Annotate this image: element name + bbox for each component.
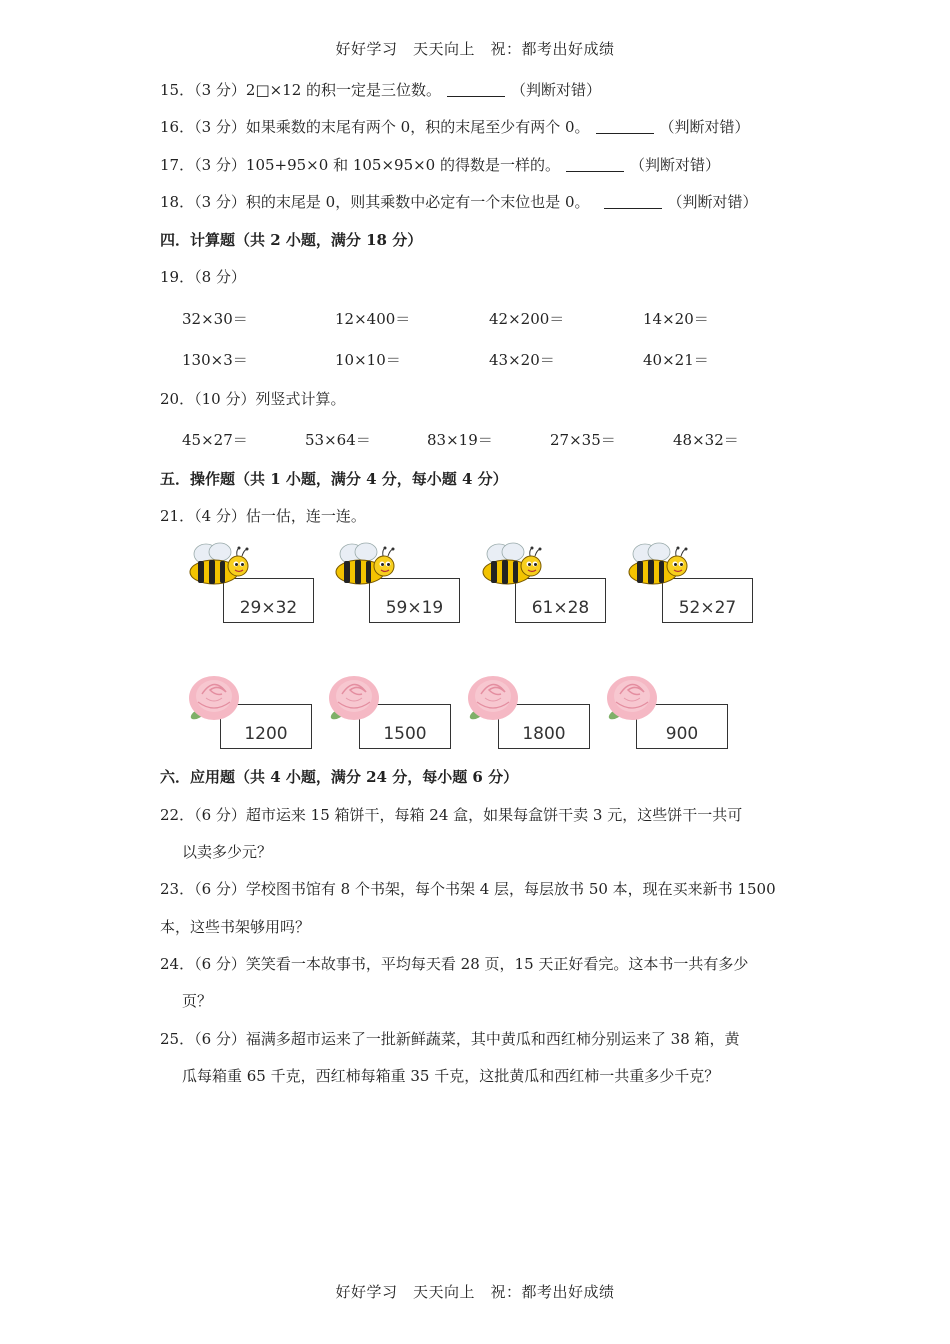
question-24-line-2: 页？ [182, 992, 213, 1010]
page-header: 好好学习 天天向上 祝：都考出好成绩 [335, 40, 615, 58]
answer-blank-17[interactable] [566, 157, 624, 172]
bee-box-3[interactable]: 61×28 [515, 578, 606, 623]
calc-19-4: 14×20＝ [643, 310, 709, 328]
question-20-label: 20．（10 分）列竖式计算。 [160, 390, 346, 408]
question-15-tail: （判断对错） [511, 81, 602, 99]
rose-box-2[interactable]: 1500 [359, 704, 451, 749]
question-17-tail: （判断对错） [630, 156, 721, 174]
section-6-title: 六．应用题（共 4 小题，满分 24 分，每小题 6 分） [160, 768, 519, 786]
calc-20-3: 83×19＝ [427, 431, 493, 449]
question-23-line-1: 23．（6 分）学校图书馆有 8 个书架，每个书架 4 层，每层放书 50 本，现在买来新书 1500 [160, 880, 776, 898]
question-18-tail: （判断对错） [667, 193, 758, 211]
question-16 [160, 117, 750, 137]
question-24-line-1: 24．（6 分）笑笑看一本故事书，平均每天看 28 页，15 天正好看完。这本书一共有多少 [160, 955, 749, 973]
question-25-line-2: 瓜每箱重 65 千克，西红柿每箱重 35 千克，这批黄瓜和西红柿一共重多少千克？ [182, 1067, 720, 1085]
calc-19-6: 10×10＝ [335, 351, 401, 369]
calc-19-1: 32×30＝ [182, 310, 248, 328]
calc-19-3: 42×200＝ [489, 310, 565, 328]
question-22-line-2: 以卖多少元？ [182, 843, 273, 861]
rose-box-3[interactable]: 1800 [498, 704, 590, 749]
calc-20-4: 27×35＝ [550, 431, 616, 449]
answer-blank-18[interactable] [604, 194, 662, 209]
bee-icon [477, 540, 543, 586]
calc-19-2: 12×400＝ [335, 310, 411, 328]
calc-19-5: 130×3＝ [182, 351, 248, 369]
rose-icon [465, 668, 521, 720]
bee-icon [184, 540, 250, 586]
calc-19-8: 40×21＝ [643, 351, 709, 369]
calc-20-5: 48×32＝ [673, 431, 739, 449]
page-footer: 好好学习 天天向上 祝：都考出好成绩 [335, 1283, 615, 1301]
rose-box-1[interactable]: 1200 [220, 704, 312, 749]
question-18-text: 18．（3 分）积的末尾是 0，则其乘数中必定有一个末位也是 0。 [160, 193, 590, 211]
bee-icon [623, 540, 689, 586]
question-16-text: 16．（3 分）如果乘数的末尾有两个 0，积的末尾至少有两个 0。 [160, 118, 590, 136]
answer-blank-16[interactable] [596, 119, 654, 134]
bee-icon [330, 540, 396, 586]
answer-blank-15[interactable] [447, 82, 505, 97]
question-15-text: 15．（3 分）2□×12 的积一定是三位数。 [160, 81, 442, 99]
bee-box-4[interactable]: 52×27 [662, 578, 753, 623]
calc-20-2: 53×64＝ [305, 431, 371, 449]
question-19-label: 19．（8 分） [160, 268, 246, 286]
question-18 [160, 192, 758, 212]
question-17 [160, 155, 720, 175]
rose-icon [604, 668, 660, 720]
question-22-line-1: 22．（6 分）超市运来 15 箱饼干，每箱 24 盒，如果每盒饼干卖 3 元，这些饼干一共可 [160, 806, 743, 824]
section-5-title: 五．操作题（共 1 小题，满分 4 分，每小题 4 分） [160, 470, 508, 488]
rose-box-4[interactable]: 900 [636, 704, 728, 749]
bee-box-1[interactable]: 29×32 [223, 578, 314, 623]
question-21-label: 21．（4 分）估一估，连一连。 [160, 507, 366, 525]
rose-icon [186, 668, 242, 720]
question-17-text: 17．（3 分）105+95×0 和 105×95×0 的得数是一样的。 [160, 156, 560, 174]
section-4-title: 四．计算题（共 2 小题，满分 18 分） [160, 231, 423, 249]
bee-box-2[interactable]: 59×19 [369, 578, 460, 623]
calc-20-1: 45×27＝ [182, 431, 248, 449]
rose-icon [326, 668, 382, 720]
question-16-tail: （判断对错） [659, 118, 750, 136]
question-23-line-2: 本，这些书架够用吗？ [160, 918, 311, 936]
question-15 [160, 80, 601, 100]
calc-19-7: 43×20＝ [489, 351, 555, 369]
question-25-line-1: 25．（6 分）福满多超市运来了一批新鲜蔬菜，其中黄瓜和西红柿分别运来了 38 箱，黄 [160, 1030, 740, 1048]
